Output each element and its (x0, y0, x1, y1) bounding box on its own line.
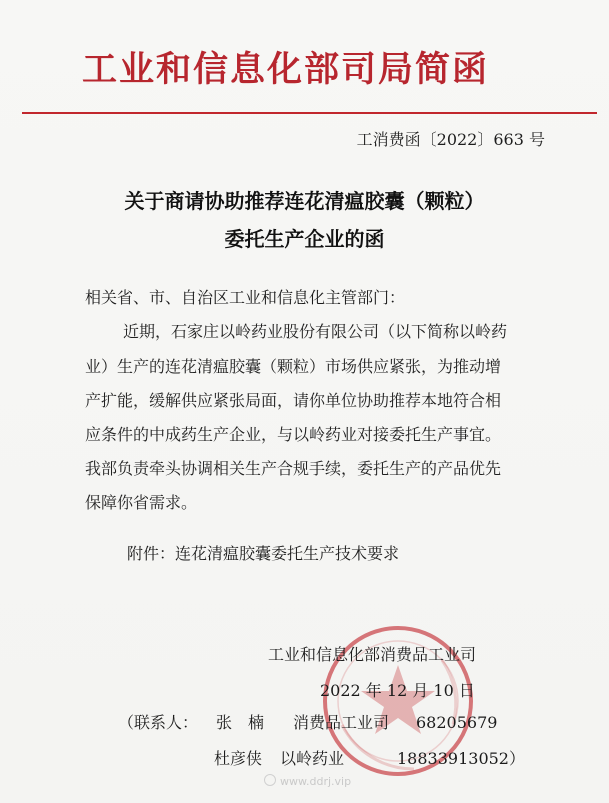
body-line-5: 我部负责牵头协调相关生产合规手续，委托生产的产品优先 (85, 459, 502, 478)
issue-date: 2022 年 12 月 10 日 (320, 681, 475, 700)
watermark-site: www.ddrj.vip (280, 775, 352, 788)
body-line-1: 近期，石家庄以岭药业股份有限公司（以下简称以岭药 (123, 322, 508, 341)
contact-prefix: （联系人： (118, 713, 199, 732)
body-line-6: 保障你省需求。 (85, 493, 198, 512)
contact-department: 消费品工业司 (293, 713, 390, 732)
contact-department: 以岭药业 (280, 749, 345, 768)
attachment-line: 附件：连花清瘟胶囊委托生产技术要求 (127, 544, 400, 563)
watermark-icon (264, 774, 276, 786)
document-title-line-1: 关于商请协助推荐连花清瘟胶囊（颗粒） (124, 189, 485, 213)
contact-phone: 18833913052） (397, 749, 525, 768)
contact-phone: 68205679 (416, 713, 498, 732)
issuer: 工业和信息化部消费品工业司 (268, 645, 477, 664)
contact-name: 张 楠 (216, 713, 265, 732)
document-number: 工消费函〔2022〕663 号 (356, 130, 545, 149)
contact-row (118, 713, 497, 733)
contact-name: 杜彦侠 (214, 749, 263, 768)
salutation: 相关省、市、自治区工业和信息化主管部门： (85, 288, 406, 307)
body-line-3: 产扩能，缓解供应紧张局面，请你单位协助推荐本地符合相 (85, 391, 502, 410)
body-line-2: 业）生产的连花清瘟胶囊（颗粒）市场供应紧张，为推动增 (85, 357, 502, 376)
watermark (264, 774, 351, 789)
body-line-4: 应条件的中成药生产企业，与以岭药业对接委托生产事宜。 (85, 425, 502, 444)
contact-row (214, 749, 525, 769)
document-title-line-2: 委托生产企业的函 (224, 227, 385, 251)
header-title: 工业和信息化部司局简函 (82, 49, 490, 90)
